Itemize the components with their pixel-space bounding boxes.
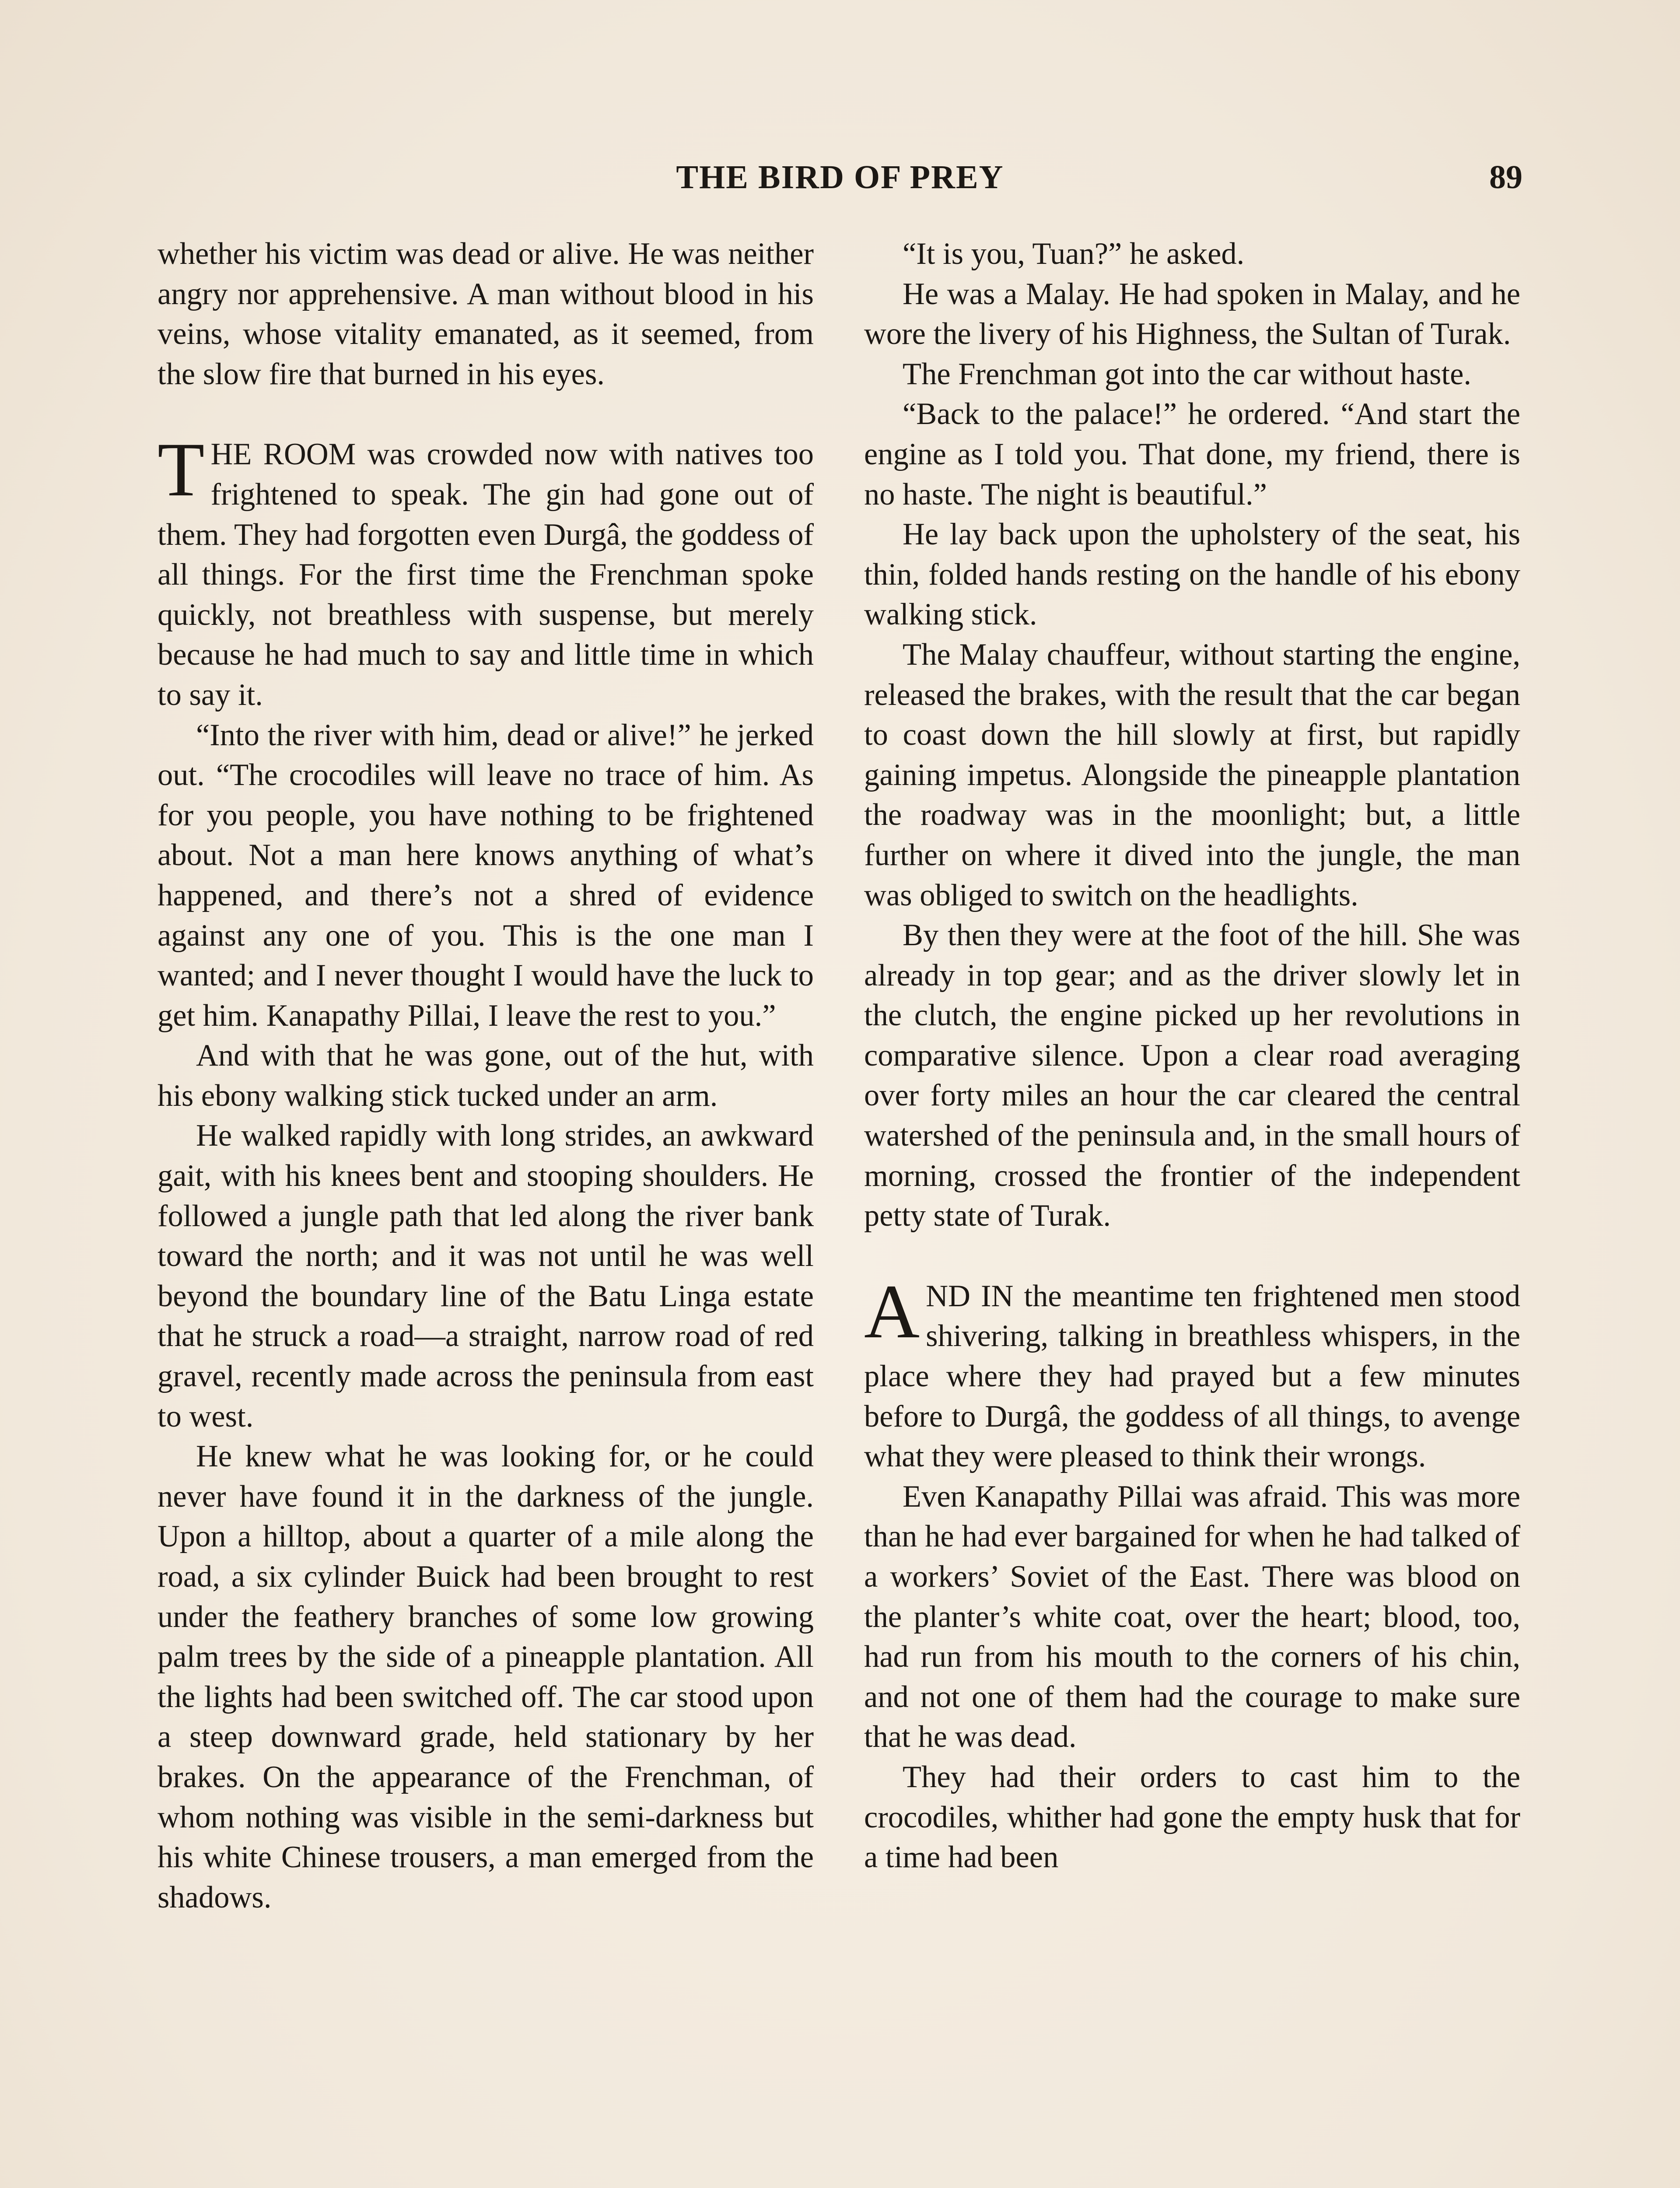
paragraph: And with that he was gone, out of the hut, with his ebony walking stick tucked under an arm. (158, 1038, 814, 1113)
paragraph: He walked rapidly with long strides, an awkward gait, with his knees bent and stooping shoulders. He followed a jungle path that led along the river bank toward the north; and it was not until he was well beyond the boundary line of the Batu Linga estate that he struck a road—a straight, narrow road of red gravel, recently made across the peninsula from east to west. (158, 1119, 814, 1434)
paragraph: He lay back upon the upholstery of the seat, his thin, folded hands resting on the handle of his ebony walking stick. (864, 517, 1520, 632)
paragraph: Even Kanapathy Pillai was afraid. This was more than he had ever bargained for when he had talked of a workers’ Soviet of the East. There was blood on the planter’s white coat, over the heart; blood, too, had run from his mouth to the corners of his chin, and not one of them had the courage to make sure that he was dead. (864, 1479, 1520, 1754)
running-title: THE BIRD OF PREY (676, 159, 1004, 196)
paragraph: They had their orders to cast him to the crocodiles, whither had gone the empty husk that for a time had been (864, 1760, 1520, 1875)
paragraph-text: HE ROOM was crowded now with natives too frightened to speak. The gin had gone out of them. They had forgotten even Durgâ, the goddess of all things. For the first time the Frenchman spoke quickly, not breathless with suspense, but merely because he had much to say and little time in which to say it. (158, 437, 814, 712)
paragraph: “Back to the palace!” he ordered. “And start the engine as I told you. That done, my friend, there is no haste. The night is beautiful.” (864, 397, 1520, 512)
paragraph: By then they were at the foot of the hill. She was already in top gear; and as the driver slowly let in the clutch, the engine picked up her revolutions in comparative silence. Upon a clear road averaging over forty miles an hour the car cleared the central watershed of the peninsula and, in the small hours of morning, crossed the frontier of the independent petty state of Turak. (864, 918, 1520, 1233)
paragraph: “Into the river with him, dead or alive!” he jerked out. “The crocodiles will leave no trace of him. As for you people, you have nothing to be frightened about. Not a man here knows anything of what’s happened, and there’s not a shred of evidence against any one of you. This is the one man I wanted; and I never thought I would have the luck to get him. Kanapathy Pillai, I leave the rest to you.” (158, 718, 814, 1033)
paragraph-text: ND IN the meantime ten frightened men stood shivering, talking in breathless whispers, in the place where they had prayed but a few minutes before to Durgâ, the goddess of all things, to avenge what they were pleased to think their wrongs. (864, 1279, 1520, 1474)
section-paragraph (158, 427, 814, 715)
left-column (158, 234, 814, 1918)
paragraph: The Malay chauffeur, without starting the engine, released the brakes, with the result that the car began to coast down the hill slowly at first, but rapidly gaining impetus. Alongside the pineapple plantation the roadway was in the moonlight; but, a little further on where it dived into the jungle, the man was obliged to switch on the headlights. (864, 637, 1520, 912)
drop-cap: A (864, 1269, 920, 1354)
paragraph: The Frenchman got into the car without haste. (903, 357, 1471, 391)
paragraph: He knew what he was looking for, or he could never have found it in the darkness of the jungle. Upon a hilltop, about a quarter of a mile along the road, a six cylinder Buick had been brought to rest under the feathery branches of some low growing palm trees by the side of a pineapple plantation. All the lights had been switched off. The car stood upon a steep downward grade, held stationary by her brakes. On the appearance of the Frenchman, of whom nothing was visible in the semi-darkness but his white Chinese trousers, a man emerged from the shadows. (158, 1439, 814, 1914)
drop-cap: T (158, 427, 205, 513)
paragraph: He was a Malay. He had spoken in Malay, and he wore the livery of his Highness, the Sultan of Turak. (864, 277, 1520, 351)
paragraph: whether his victim was dead or alive. He was neither angry nor apprehensive. A man without blood in his veins, whose vitality emanated, as it seemed, from the slow fire that burned in his eyes. (158, 237, 814, 391)
paragraph: “It is you, Tuan?” he asked. (903, 237, 1245, 271)
page-number: 89 (1489, 159, 1522, 196)
right-column (864, 234, 1520, 1878)
page-header (158, 153, 1522, 201)
section-paragraph (864, 1269, 1520, 1477)
